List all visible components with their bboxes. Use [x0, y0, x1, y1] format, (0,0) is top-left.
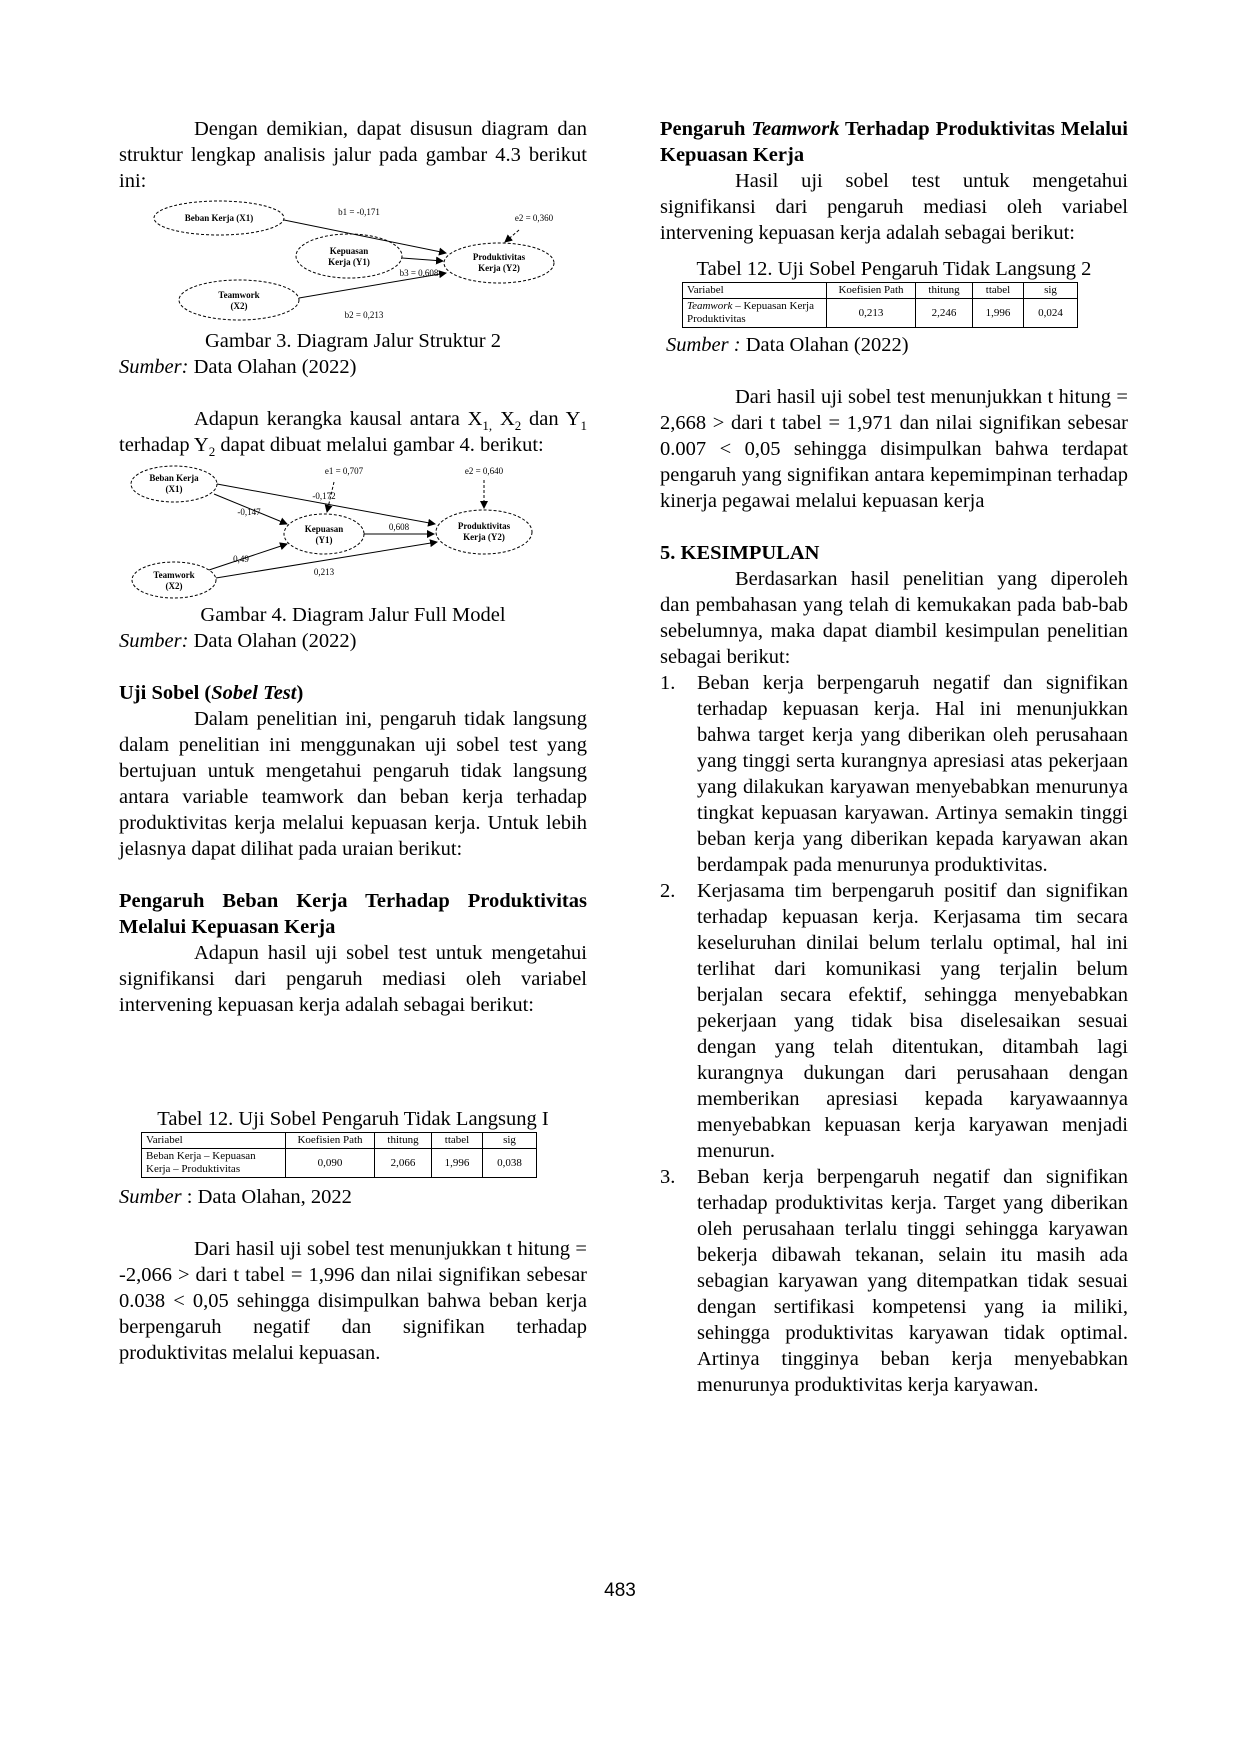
node-label: Produktivitas [457, 521, 511, 531]
paragraph: Dari hasil uji sobel test menunjukkan t hitung = -2,066 > dari t tabel = 1,996 dan nilai signifikan sebesar 0.038 < 0,05 sehingga disimpulkan bahwa beban kerja berpengaruh negatif dan signifikan terhadap produktivitas melalui kepuasan. [119, 1238, 587, 1364]
node-label: (X2) [165, 581, 183, 591]
conclusion-list [660, 670, 1128, 1398]
figure-source: Sumber: Data Olahan (2022) [119, 356, 357, 378]
node-label: (X1) [165, 484, 183, 494]
node-label: (Y1) [315, 535, 333, 545]
section-heading: Uji Sobel (Sobel Test) [119, 682, 304, 704]
node-label: Teamwork [153, 570, 195, 580]
path-label: -0,147 [237, 507, 261, 517]
path-label: e2 = 0,640 [464, 466, 504, 476]
table-caption: Tabel 12. Uji Sobel Pengaruh Tidak Langsung I [157, 1108, 549, 1130]
table-source: Sumber : Data Olahan, 2022 [119, 1186, 352, 1208]
path-label: 0,49 [233, 554, 249, 564]
figure-caption: Gambar 3. Diagram Jalur Struktur 2 [204, 330, 502, 352]
right-column [660, 116, 1128, 1398]
path-label: b2 = 0,213 [344, 310, 384, 320]
path-diagram-structure-2 [149, 198, 569, 328]
section-heading: Pengaruh Teamwork Terhadap Produktivitas Melalui Kepuasan Kerja [660, 118, 1128, 166]
table-row: Teamwork – Kepuasan Kerja Produktivitas 0,213 2,246 1,996 0,024 [683, 299, 1078, 328]
node-teamwork [132, 562, 216, 598]
table-row: Beban Kerja – Kepuasan Kerja – Produktivitas 0,090 2,066 1,996 0,038 [142, 1149, 537, 1178]
left-column [119, 116, 587, 1366]
path-label: 0,213 [313, 567, 335, 577]
path-label: b3 = 0,608 [399, 268, 439, 278]
figure-source: Sumber: Data Olahan (2022) [119, 630, 357, 652]
node-label: Teamwork [218, 290, 260, 300]
path-arrow [505, 230, 519, 242]
path-label: -0,172 [312, 491, 336, 501]
node-label: Kepuasan [329, 246, 369, 256]
node-label: (X2) [230, 301, 248, 311]
paragraph: Adapun hasil uji sobel test untuk mengetahui signifikansi dari pengaruh mediasi oleh variabel intervening kepuasan kerja adalah sebagai berikut: [119, 942, 587, 1016]
path-label: b1 = -0,171 [338, 207, 380, 217]
paragraph: Dari hasil uji sobel test menunjukkan t hitung = 2,668 > dari t tabel = 1,971 dan nilai signifikan sebesar 0.007 < 0,05 sehingga disimpulkan bahwa terdapat pengaruh yang signifikan antara kepemimpinan terhadap kinerja pegawai melalui kepuasan kerja [660, 386, 1128, 512]
sobel-table-2 [682, 282, 1078, 328]
list-item: 1. Beban kerja berpengaruh negatif dan signifikan terhadap kepuasan kerja. Hal ini menunjukkan bahwa target kerja yang diberikan oleh perusahaan yang tinggi serta kurangnya apresiasi atas pekerjaan yang dilakukan karyawan menyebabkan menurunya tingkat kepuasan karyawan. Artinya semakin tinggi beban kerja yang diberikan kepada karyawan akan berdampak pada menurunya produktivitas. [660, 672, 1128, 876]
path-arrow [217, 484, 435, 524]
sobel-table-1 [141, 1132, 537, 1178]
table-header-row: Variabel Koefisien Path thitung ttabel sig [683, 283, 1078, 299]
paragraph: Adapun kerangka kausal antara $X_{1,}$ $X_2$ dan $Y_1$ terhadap $Y_2$ dapat dibuat melalui gambar 4. berikut: [119, 408, 587, 460]
node-label: Kerja (Y2) [463, 532, 505, 542]
path-diagram-full-model [129, 462, 549, 602]
path-label: 0,608 [388, 522, 410, 532]
section-heading: Pengaruh Beban Kerja Terhadap Produktivitas Melalui Kepuasan Kerja [119, 890, 587, 938]
page-number: 483 [604, 1580, 636, 1601]
table-source: Sumber : Data Olahan (2022) [666, 334, 909, 356]
path-label: e1 = 0,707 [324, 466, 364, 476]
table-caption: Tabel 12. Uji Sobel Pengaruh Tidak Langsung 2 [696, 258, 1092, 280]
table-header-row: Variabel Koefisien Path thitung ttabel sig [142, 1133, 537, 1149]
node-label: Kepuasan [304, 524, 344, 534]
node-teamwork [179, 280, 299, 320]
section-heading: 5. KESIMPULAN [660, 542, 820, 564]
node-label: Produktivitas [472, 252, 526, 262]
node-label: Kerja (Y2) [478, 263, 520, 273]
path-label: e2 = 0,360 [514, 213, 554, 223]
paragraph: Berdasarkan hasil penelitian yang diperoleh dan pembahasan yang telah di kemukakan pada bab-bab sebelumnya, maka dapat diambil kesimpulan penelitian sebagai berikut: [660, 568, 1128, 668]
paragraph: Dalam penelitian ini, pengaruh tidak langsung dalam penelitian ini menggunakan uji sobel test yang bertujuan untuk mengetahui pengaruh tidak langsung antara variable teamwork dan beban kerja terhadap produktivitas kerja melalui kepuasan kerja. Untuk lebih jelasnya dapat dilihat pada uraian berikut: [119, 708, 587, 860]
paragraph: Dengan demikian, dapat disusun diagram dan struktur lengkap analisis jalur pada gambar 4.3 berikut ini: [119, 118, 587, 192]
node-kepuasan [284, 514, 364, 554]
paragraph: Hasil uji sobel test untuk mengetahui signifikansi dari pengaruh mediasi oleh variabel intervening kepuasan kerja adalah sebagai berikut: [660, 170, 1128, 244]
node-label: Kerja (Y1) [328, 257, 370, 267]
node-label: Beban Kerja [149, 473, 199, 483]
list-item: 2. Kerjasama tim berpengaruh positif dan signifikan terhadap kepuasan kerja. Kerjasama tim secara keseluruhan dinilai belum terlalu optimal, hal ini terlihat dari komunikasi yang terjalin belum berjalan secara efektif, sehingga menyebabkan pekerjaan yang tidak bisa diselesaikan sesuai dengan yang telah ditentukan, ditambah lagi kurangnya dukungan dari perusahaan dengan memberikan apresiasi kepada karyawaannya menyebabkan kepuasan kerja karyawan menjadi menurun. [660, 880, 1128, 1162]
figure-caption: Gambar 4. Diagram Jalur Full Model [200, 604, 506, 626]
node-label: Beban Kerja (X1) [184, 213, 254, 223]
path-arrow [402, 258, 443, 261]
list-item: 3. Beban kerja berpengaruh negatif dan signifikan terhadap produktivitas kerja. Target yang diberikan oleh perusahaan terlalu tinggi sehingga karyawan bekerja dibawah tekanan, selain itu masih ada sebagian karyawan yang ditempatkan tidak sesuai dengan sertifikasi kompetensi yang ia miliki, sehingga produktivitas karyawan tidak optimal. Artinya tingginya beban kerja menyebabkan menurunya produktivitas kerja karyawan. [660, 1166, 1128, 1396]
